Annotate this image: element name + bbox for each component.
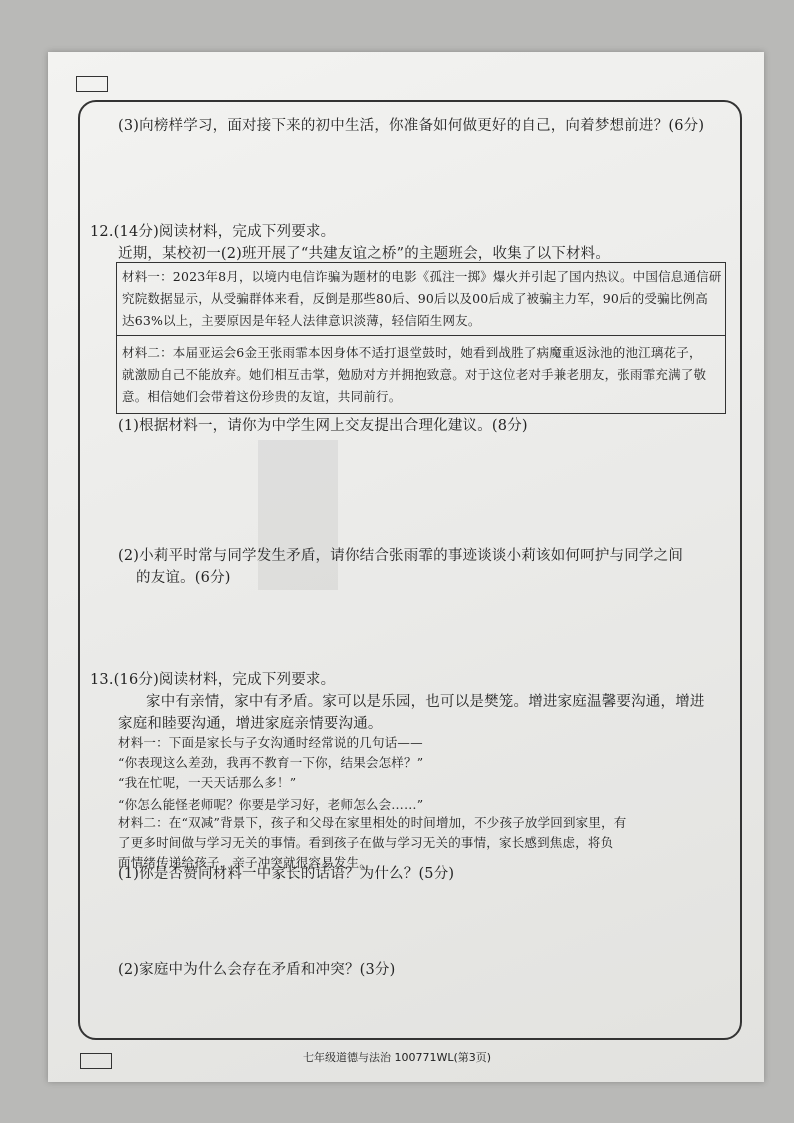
q13-quote-1: “你表现这么差劲，我再不教育一下你，结果会怎样？” xyxy=(118,755,424,770)
q12-material2-line1: 材料二：本届亚运会6金王张雨霏本因身体不适打退堂鼓时，她看到战胜了病魔重返泳池的池江璃花子， xyxy=(122,345,702,360)
question-12-sub-1: (1)根据材料一，请你为中学生网上交友提出合理化建议。(8分) xyxy=(118,418,528,434)
q12-material2-line2: 就激励自己不能放弃。她们相互击掌，勉励对方并拥抱致意。对于这位老对手兼老朋友，张雨霏充满了敬 xyxy=(122,367,707,382)
question-11-part-3: (3)向榜样学习，面对接下来的初中生活，你准备如何做更好的自己，向着梦想前进？(6分) xyxy=(118,118,705,134)
question-13-intro-line1: 家中有亲情，家中有矛盾。家可以是乐园，也可以是樊笼。增进家庭温馨要沟通，增进 xyxy=(146,694,705,710)
q12-material1-line1: 材料一：2023年8月，以境内电信诈骗为题材的电影《孤注一掷》爆火并引起了国内热议。中国信息通信研 xyxy=(122,269,722,284)
question-12-sub-2-line2: 的友谊。(6分) xyxy=(136,570,231,586)
question-13-intro-line2: 家庭和睦要沟通，增进家庭亲情要沟通。 xyxy=(118,716,383,732)
score-box-top xyxy=(76,76,108,92)
q13-material2-line2: 了更多时间做与学习无关的事情。看到孩子在做与学习无关的事情，家长感到焦虑，将负 xyxy=(118,835,614,850)
q13-material2-line3: 面情绪传递给孩子，亲子冲突就很容易发生。 xyxy=(118,855,373,870)
material-divider xyxy=(117,335,725,336)
question-13-sub-2: (2)家庭中为什么会存在矛盾和冲突？(3分) xyxy=(118,962,396,978)
question-13-sub-1: (1)你是否赞同材料一中家长的话语？为什么？(5分) xyxy=(118,866,455,882)
question-12-intro: 近期，某校初一(2)班开展了“共建友谊之桥”的主题班会，收集了以下材料。 xyxy=(118,246,611,262)
q13-quote-3: “你怎么能怪老师呢？你要是学习好，老师怎么会……” xyxy=(118,797,424,812)
q12-material1-line2: 究院数据显示，从受骗群体来看，反倒是那些80后、90后以及00后成了被骗主力军，90后的受骗比例高 xyxy=(122,291,708,306)
q13-quote-2: “我在忙呢，一天天话那么多！” xyxy=(118,775,297,790)
q12-material2-line3: 意。相信她们会带着这份珍贵的友谊，共同前行。 xyxy=(122,389,402,404)
q12-material1-line3: 达63%以上，主要原因是年轻人法律意识淡薄，轻信陌生网友。 xyxy=(122,313,481,328)
question-12-header: 12.(14分)阅读材料，完成下列要求。 xyxy=(90,224,336,240)
question-12-sub-2-line1: (2)小莉平时常与同学发生矛盾，请你结合张雨霏的事迹谈谈小莉该如何呵护与同学之间 xyxy=(118,548,684,564)
bleed-through-image xyxy=(258,440,338,590)
q13-material2-line1: 材料二：在“双减”背景下，孩子和父母在家里相处的时间增加，不少孩子放学回到家里，有 xyxy=(118,815,627,830)
q13-material1-title: 材料一：下面是家长与子女沟通时经常说的几句话—— xyxy=(118,735,423,750)
page-footer: 七年级道德与法治 100771WL(第3页) xyxy=(302,1051,492,1064)
question-13-header: 13.(16分)阅读材料，完成下列要求。 xyxy=(90,672,336,688)
